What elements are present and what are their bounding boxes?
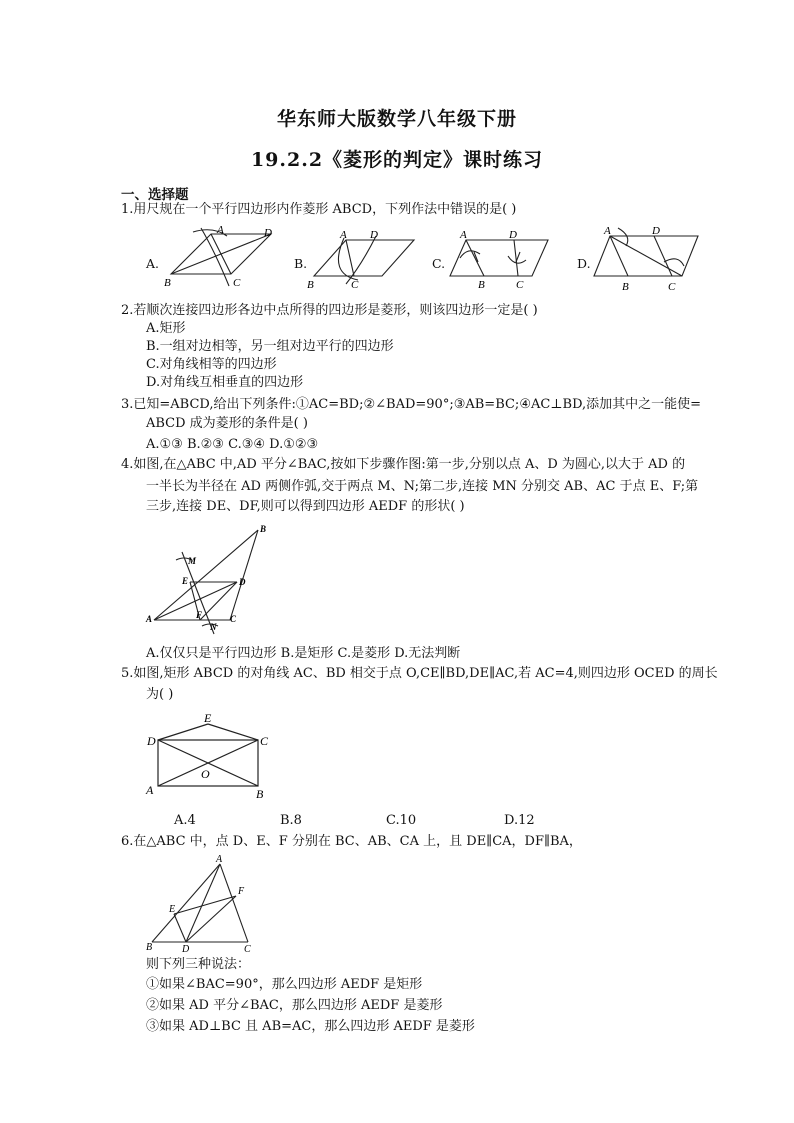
svg-text:B: B xyxy=(146,942,153,952)
q2-option-c: C.对角线相等的四边形 xyxy=(146,357,277,372)
q6-claim-1: ①如果∠BAC=90°，那么四边形 AEDF 是矩形 xyxy=(146,977,423,992)
svg-text:D: D xyxy=(264,227,272,239)
q3-options: A.①③ B.②③ C.③④ D.①②③ xyxy=(146,437,319,452)
q2-option-b: B.一组对边相等，另一组对边平行的四边形 xyxy=(146,339,394,354)
q6-figure xyxy=(144,852,264,956)
q1-option-a: A. xyxy=(146,256,160,271)
svg-text:B: B xyxy=(622,281,629,293)
svg-text:E: E xyxy=(169,904,176,915)
page-title: 华东师大版数学八年级下册 xyxy=(276,108,517,130)
svg-text:C: C xyxy=(516,279,524,291)
svg-text:D: D xyxy=(509,229,517,241)
svg-text:C: C xyxy=(668,281,676,293)
svg-text:B: B xyxy=(478,279,485,291)
q4-stem-2: 一半长为半径在 AD 两侧作弧,交于两点 M、N;第二步,连接 MN 分别交 AB、AC 于点 E、F;第 xyxy=(146,479,699,494)
q5-option-d: D.12 xyxy=(504,813,535,828)
svg-text:C: C xyxy=(244,944,251,952)
svg-text:C: C xyxy=(230,614,237,624)
svg-text:A: A xyxy=(146,783,154,797)
svg-text:A: A xyxy=(460,229,467,241)
svg-text:C: C xyxy=(233,277,241,289)
q1-figure-d xyxy=(588,222,704,300)
svg-text:E: E xyxy=(204,711,212,725)
q3-stem-1: 3.已知=ABCD,给出下列条件:①AC=BD;②∠BAD=90°;③AB=BC;④AC⊥BD,添加其中之一能使= xyxy=(121,397,702,412)
svg-text:F: F xyxy=(196,610,203,620)
q5-stem-2: 为( ) xyxy=(146,687,174,702)
svg-text:B: B xyxy=(307,279,314,291)
svg-text:D: D xyxy=(652,225,660,237)
svg-text:N: N xyxy=(210,622,217,632)
q5-option-b: B.8 xyxy=(280,813,302,828)
q6-lead: 则下列三种说法： xyxy=(146,957,251,972)
q5-stem-1: 5.如图,矩形 ABCD 的对角线 AC、BD 相交于点 O,CE∥BD,DE∥AC,若 AC=4,则四边形 OCED 的周长 xyxy=(121,666,718,681)
q6-claim-3: ③如果 AD⊥BC 且 AB=AC，那么四边形 AEDF 是菱形 xyxy=(146,1019,475,1034)
q1a-label-a: A xyxy=(217,224,224,236)
q5-option-c: C.10 xyxy=(386,813,417,828)
svg-text:B: B xyxy=(256,787,264,801)
q4-stem-1: 4.如图,在△ABC 中,AD 平分∠BAC,按如下步骤作图:第一步,分别以点 A、D 为圆心,以大于 AD 的 xyxy=(121,457,686,472)
q6-claim-2: ②如果 AD 平分∠BAC，那么四边形 AEDF 是菱形 xyxy=(146,998,443,1013)
svg-text:A: A xyxy=(604,225,611,237)
q2-option-a: A.矩形 xyxy=(146,321,186,336)
q1-figure-c xyxy=(446,224,556,298)
q1-option-d: D. xyxy=(577,256,591,271)
svg-text:C: C xyxy=(260,734,269,748)
q4-stem-3: 三步,连接 DE、DF,则可以得到四边形 AEDF 的形状( ) xyxy=(146,499,465,514)
q2-option-d: D.对角线互相垂直的四边形 xyxy=(146,375,304,390)
q3-stem-2: ABCD 成为菱形的条件是( ) xyxy=(146,416,308,431)
svg-text:D: D xyxy=(182,944,190,952)
section-heading: 一、选择题 xyxy=(121,187,189,203)
svg-text:M: M xyxy=(188,556,197,566)
q5-figure xyxy=(144,710,274,806)
q1-figure-a xyxy=(163,222,283,298)
q1-figure-b xyxy=(306,224,416,298)
svg-text:F: F xyxy=(238,886,245,897)
svg-text:B: B xyxy=(260,524,267,534)
q1-option-c: C. xyxy=(432,256,446,271)
svg-text:O: O xyxy=(201,767,210,781)
q5-option-a: A.4 xyxy=(174,813,196,828)
svg-text:B: B xyxy=(164,277,171,289)
svg-text:D: D xyxy=(370,229,378,241)
page-subtitle: 19.2.2《菱形的判定》课时练习 xyxy=(250,149,544,171)
svg-text:D: D xyxy=(239,577,246,587)
q6-stem: 6.在△ABC 中，点 D、E、F 分别在 BC、AB、CA 上，且 DE∥CA，DF∥BA， xyxy=(121,834,582,849)
svg-text:A: A xyxy=(216,854,223,865)
q4-options: A.仅仅只是平行四边形 B.是矩形 C.是菱形 D.无法判断 xyxy=(146,646,461,661)
svg-text:E: E xyxy=(182,576,189,586)
svg-text:D: D xyxy=(147,734,156,748)
q2-stem: 2.若顺次连接四边形各边中点所得的四边形是菱形，则该四边形一定是( ) xyxy=(121,303,538,318)
svg-text:C: C xyxy=(351,279,359,291)
svg-text:A: A xyxy=(146,614,153,624)
svg-text:A: A xyxy=(340,229,347,241)
q1-stem: 1.用尺规在一个平行四边形内作菱形 ABCD，下列作法中错误的是( ) xyxy=(121,202,517,217)
q4-figure xyxy=(144,522,274,642)
q1-option-b: B. xyxy=(294,256,308,271)
